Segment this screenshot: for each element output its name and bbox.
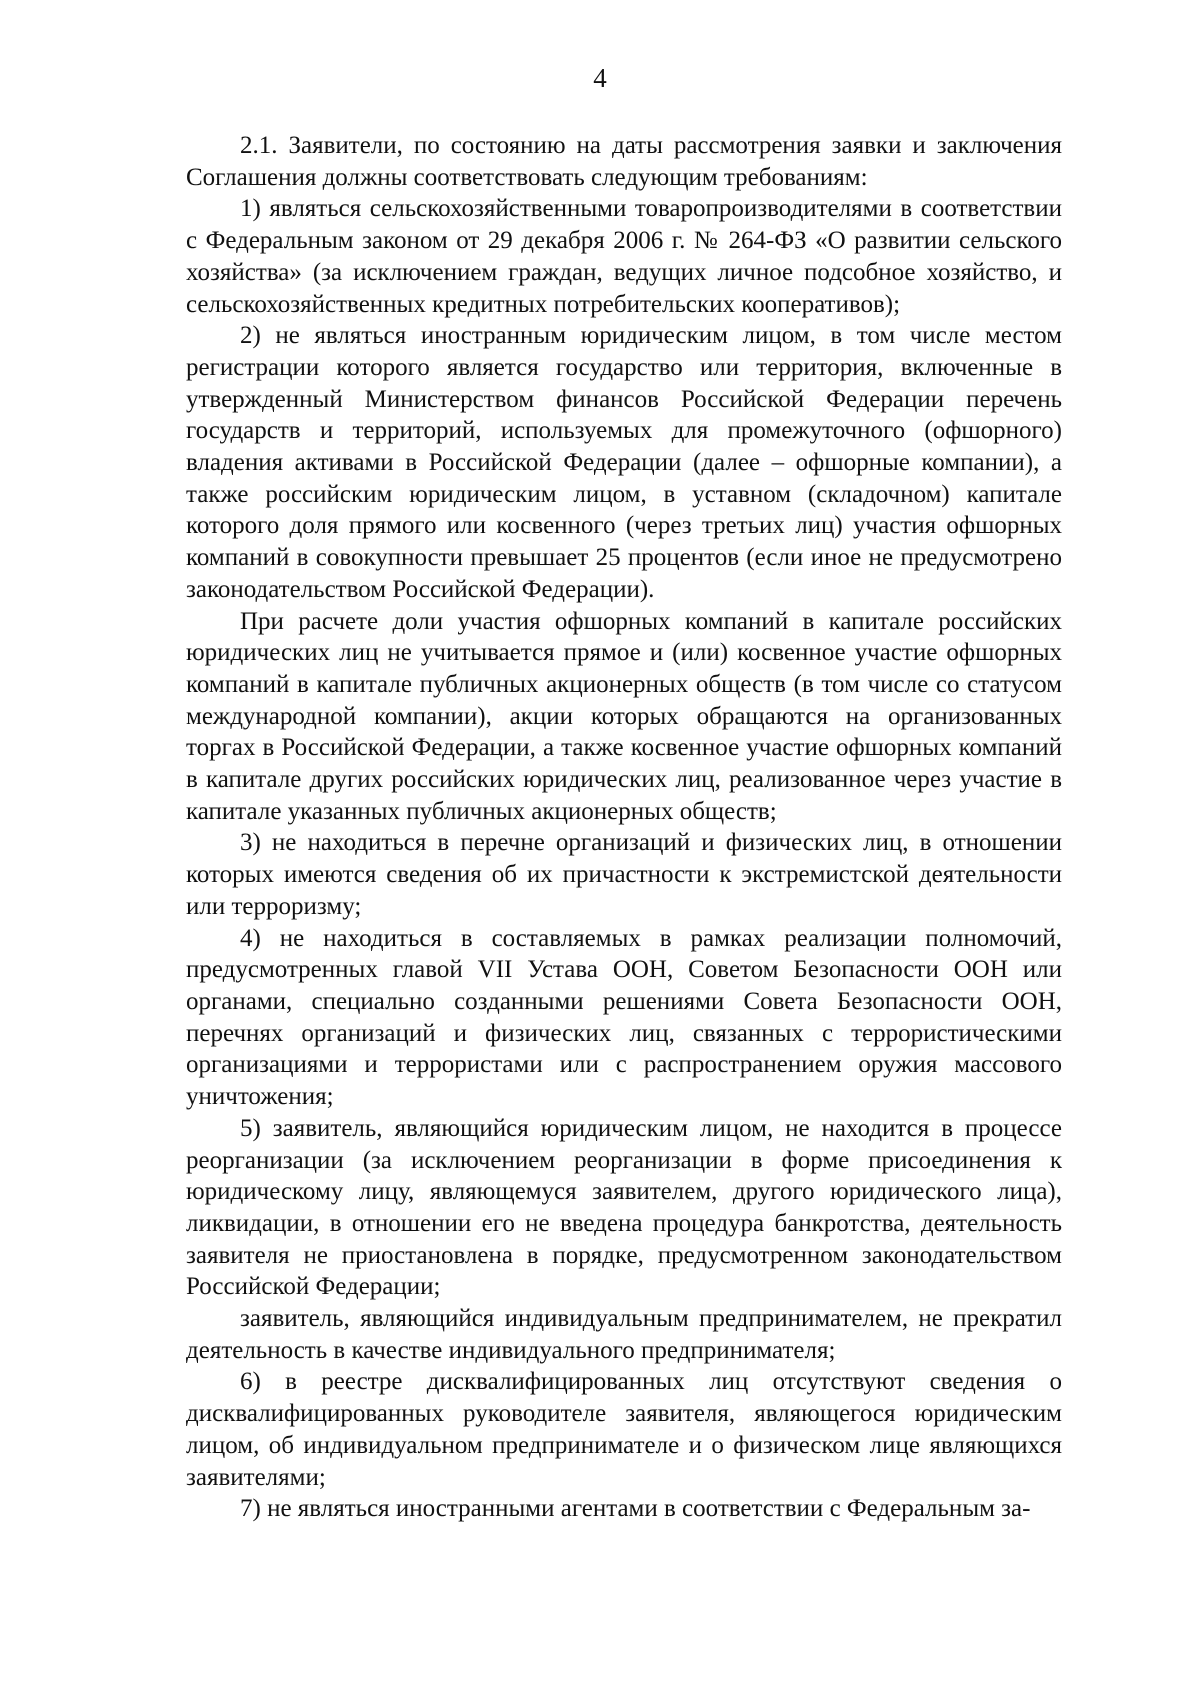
paragraph-requirement-1: 1) являться сельскохозяйственными товаропроизводителями в соответствии с Федеральным законом от 29 декабря 2006 г. № 264-ФЗ «О развитии сельского хозяйства» (за исключением граждан, ведущих личное подсобное хозяйство, и сельскохозяйственных кредитных потребительских кооперативов); [186,195,1062,318]
paragraph-requirement-2: 2) не являться иностранным юридическим лицом, в том числе местом регистрации которого является государство или территория, включенные в утвержденный Министерством финансов Российской Федерации перечень государств и территорий, используемых для промежуточного (офшорного) владения активами в Российской Федерации (далее – офшорные компании), а также российским юридическим лицом, в уставном (складочном) капитале которого доля прямого или косвенного (через третьих лиц) участия офшорных компаний в совокупности превышает 25 процентов (если иное не предусмотрено законодательством Российской Федерации). [186,322,1062,603]
paragraph-offshore-calculation: При расчете доли участия офшорных компаний в капитале российских юридических лиц не учитывается прямое и (или) косвенное участие офшорных компаний в капитале публичных акционерных обществ (в том числе со статусом международной компании), акции которых обращаются на организованных торгах в Российской Федерации, а также косвенное участие офшорных компаний в капитале других российских юридических лиц, реализованное через участие в капитале указанных публичных акционерных обществ; [186,607,1062,825]
paragraph-requirement-5-entrepreneur: заявитель, являющийся индивидуальным предпринимателем, не прекратил деятельность в качестве индивидуального предпринимателя; [186,1305,1062,1364]
paragraph-requirement-4: 4) не находиться в составляемых в рамках реализации полномочий, предусмотренных главой VII Устава ООН, Советом Безопасности ООН или органами, специально созданными решениями Совета Безопасности ООН, перечнях организаций и физических лиц, связанных с террористическими организациями и террористами или с распространением оружия массового уничтожения; [186,924,1062,1111]
page-number: 4 [593,63,607,93]
paragraph-requirement-7: 7) не являться иностранными агентами в соответствии с Федеральным за- [240,1495,1031,1523]
paragraph-requirement-3: 3) не находиться в перечне организаций и физических лиц, в отношении которых имеются сведения об их причастности к экстремистской деятельности или терроризму; [186,829,1062,920]
paragraph-2-1-intro: 2.1. Заявители, по состоянию на даты рассмотрения заявки и заключения Соглашения должны соответствовать следующим требованиям: [186,132,1062,191]
paragraph-requirement-6: 6) в реестре дисквалифицированных лиц отсутствуют сведения о дисквалифицированных руководителе заявителя, являющегося юридическим лицом, об индивидуальном предпринимателе и о физическом лице являющихся заявителями; [186,1368,1062,1491]
document-body [186,130,1062,1525]
paragraph-requirement-5: 5) заявитель, являющийся юридическим лицом, не находится в процессе реорганизации (за исключением реорганизации в форме присоединения к юридическому лицу, являющемуся заявителем, другого юридического лица), ликвидации, в отношении его не введена процедура банкротства, деятельность заявителя не приостановлена в порядке, предусмотренном законодательством Российской Федерации; [186,1114,1062,1301]
